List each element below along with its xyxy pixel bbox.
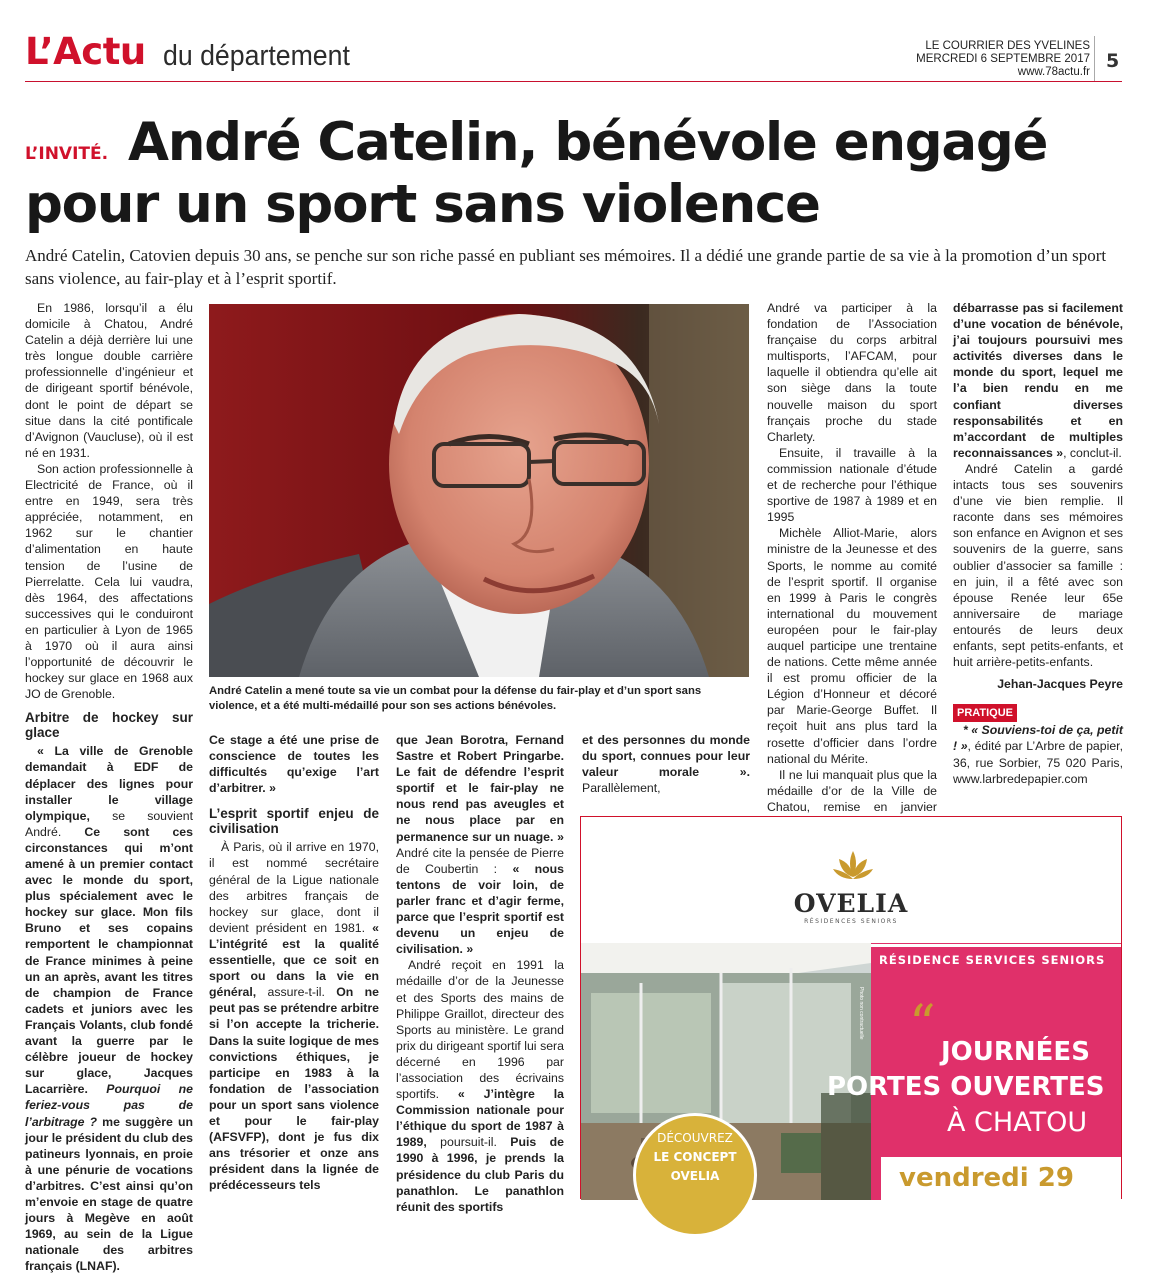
masthead-divider bbox=[1094, 36, 1095, 82]
attribution: , conclut-il. bbox=[1063, 445, 1122, 460]
subheading: L’esprit sportif enjeu de civilisation bbox=[209, 806, 379, 837]
paragraph bbox=[953, 300, 1123, 461]
quote-text: « La ville de Grenoble demandait à EDF de déplacer des lignes pour installer le village olympique, bbox=[25, 744, 193, 823]
article-column-6 bbox=[953, 300, 1123, 786]
paragraph bbox=[25, 743, 193, 1274]
ad-badge-line2: LE CONCEPT bbox=[653, 1150, 737, 1164]
section-subtitle: du département bbox=[163, 40, 350, 72]
section-title: L’Actu bbox=[25, 30, 146, 73]
quote-text: me suggère un jour le président du club des patineurs lyonnais, en proie à une pénurie de vocations d’arbitres. C’est ainsi qu’on m’envoie en stage de quatre jours à Megève en août 1969, au sein de la Ligue nationale des arbitres français (LNAF). bbox=[25, 1114, 193, 1274]
standfirst: André Catelin, Catovien depuis 30 ans, se penche sur son riche passé en publiant ses mémoires. Il a dédié une grande partie de sa vie à la promotion d’un sport sans violence, au fair-play et à l’esprit sportif. bbox=[25, 246, 1107, 288]
attribution: se souvient André. bbox=[25, 808, 193, 839]
text: André reçoit en 1991 la médaille d’or de la Jeunesse et des Sports des mains de Philippe Graillot, directeur des Sports au ministère. Le grand prix du dirigeant sportif lui sera décerné en 1996 par l’association des écrivains sportifs. bbox=[396, 958, 564, 1102]
paragraph bbox=[396, 957, 564, 1215]
page-number: 5 bbox=[1106, 50, 1120, 72]
book-info: , édité par L’Arbre de papier, 36, rue Sorbier, 75 020 Paris, www.larbredepapier.com bbox=[953, 739, 1123, 786]
quote-text: « J’intègre la Commission nationale pour l’éthique du sport de 1987 à 1989, bbox=[396, 1087, 564, 1150]
headline bbox=[25, 112, 1135, 236]
ad-brand-sub: RÉSIDENCES SENIORS bbox=[804, 918, 898, 925]
quote-text: et des personnes du monde du sport, connues pour leur valeur morale ». bbox=[582, 733, 750, 780]
pratique-header bbox=[953, 704, 1123, 722]
ad-date: vendredi 29 bbox=[899, 1163, 1074, 1193]
masthead-site[interactable]: www.78actu.fr bbox=[1017, 66, 1090, 78]
header-rule bbox=[25, 81, 1122, 82]
ad-line2: PORTES OUVERTES bbox=[827, 1072, 1105, 1102]
portrait-photo bbox=[209, 304, 749, 677]
quote-text: Ce sont ces circonstances qui m’ont amené à un premier contact avec le monde du sport, plus spécialement avec le hockey sur glace. Mon fils Bruno et ses copains remportent le championnat de France minimes à peine un an après, avant les titres de champion de France cadets et juniors avec les Français Volants, club fondé avant la guerre par le célèbre joueur de hockey sur glace, Jacques Lacarrière. bbox=[25, 824, 193, 1097]
quote-text: « L’intégrité est la qualité essentielle, que ce soit en sport ou dans la vie en général, bbox=[209, 920, 379, 1000]
ad-badge-text bbox=[633, 1129, 757, 1186]
photo-caption: André Catelin a mené toute sa vie un combat pour la défense du fair-play et d’un sport sans violence, et a été multi-médaillé pour son ses actions bénévoles. bbox=[209, 685, 702, 712]
kicker: L’INVITÉ. bbox=[25, 144, 109, 164]
ad-line3: À CHATOU bbox=[947, 1107, 1088, 1138]
portrait-illustration bbox=[209, 304, 749, 677]
ad-line1: JOURNÉES bbox=[941, 1037, 1090, 1067]
ad-quote-mark: “ bbox=[909, 995, 936, 1055]
attribution: assure-t-il. bbox=[267, 985, 325, 1000]
paragraph: Ce stage a été une prise de conscience de toutes les difficultés qu’exige l’art d’arbitrer. » bbox=[209, 733, 379, 796]
headline-text: André Catelin, bénévole engagé pour un sport sans violence bbox=[25, 112, 1048, 235]
paragraph bbox=[396, 732, 564, 957]
ad-brand: OVELIA bbox=[793, 889, 909, 918]
subheading: Arbitre de hockey sur glace bbox=[25, 710, 193, 741]
paragraph bbox=[209, 839, 379, 1193]
paragraph: André Catelin a gardé intacts tous ses souvenirs d’une vie bien remplie. Il raconte dans ses mémoires son enfance en Avignon et ses souvenirs de la guerre, sans oublier d’associer sa famille : en juin, il a fêté avec son épouse Renée leur 65e anniversaire de mariage entourés de leurs deux enfants, sept petits-enfants, et huit arrière-petits-enfants. bbox=[953, 461, 1123, 670]
advertisement[interactable] bbox=[580, 816, 1122, 1199]
ovelia-lotus-icon bbox=[831, 847, 875, 887]
masthead bbox=[916, 40, 1090, 79]
article-column-3 bbox=[396, 732, 564, 1214]
article-column-4 bbox=[582, 732, 750, 796]
ad-badge-line3: OVELIA bbox=[670, 1169, 720, 1183]
article-column-5 bbox=[767, 300, 937, 814]
text: André cite la pensée de Pierre de Coubertin : bbox=[396, 845, 564, 876]
paragraph: Michèle Alliot-Marie, alors ministre de la Jeunesse et des Sports, le nomme au comité de l’esprit sportif. Il organise en 1999 à Paris le congrès international du mouvement européen pour le fair-play auquel participe une trentaine de nations. Cette même année il est promu officier de la Légion d’Honneur et décoré par Marie-George Buffet. Il reçoit huit ans plus tard la rosette d’officier dans l’ordre national du Mérite. bbox=[767, 526, 937, 766]
ad-photo-credit: Photo non contractuelle bbox=[858, 987, 864, 1040]
quote-text: « nous tentons de voir loin, de parler franc et d’agir ferme, parce que l’esprit sportif est devenu un enjeu de civilisation. » bbox=[396, 861, 564, 957]
attribution: poursuit-il. bbox=[440, 1135, 497, 1150]
text: Il ne lui manquait plus que la médaille d’or de la Ville de Chatou, remise en janvier bbox=[767, 767, 937, 814]
masthead-paper: LE COURRIER DES YVELINES bbox=[925, 40, 1090, 52]
paragraph: André va participer à la fondation de l’Association française du corps arbitral multisports, l’AFCAM, pour laquelle il obtiendra qu’elle ait son siège dans la toute nouvelle maison du sport français proche du stade Charlety. bbox=[767, 301, 937, 444]
paragraph: Son action professionnelle à Electricité de France, où il entre en 1949, sera très appréciée, notamment, en 1962 sur le chantier d’alimentation en haute tension de l’usine de Pierrelatte. Cela lui vaudra, dès 1964, des affectations successives qui le conduiront en particulier à Lyon de 1965 à 1970 où il aura ainsi l’opportunité de découvrir le hockey sur glace en 1968 aux JO de Grenoble. bbox=[25, 461, 193, 702]
paragraph: En 1986, lorsqu’il a élu domicile à Chatou, André Catelin a déjà derrière lui une très longue double carrière professionnelle d’ingénieur et de dirigeant sportif bénévole, dont le point de départ se situe dans la cité pontificale d’Avignon (Vaucluse), où il est né en 1931. bbox=[25, 301, 193, 460]
ad-badge-line1: DÉCOUVREZ bbox=[657, 1131, 733, 1145]
quote-text: que Jean Borotra, Fernand Sastre et Robert Pringarbe. Le fait de défendre l’esprit sportif et le fair-play ne nous rend pas aveugles et ne nous place par en permanence sur un nuage. » bbox=[396, 733, 564, 844]
quote-text: débarrasse pas si facilement d’une vocation de bénévole, j’ai toujours poursuivi mes activités diverses dans le monde du sport, lequel me l’a bien rendu en me confiant diverses responsabilités et en m’accordant de multiples reconnaissances » bbox=[953, 301, 1123, 460]
ad-banner: RÉSIDENCE SERVICES SENIORS bbox=[879, 953, 1106, 967]
article-column-1 bbox=[25, 300, 194, 1274]
article-column-2 bbox=[209, 732, 379, 1193]
pratique-info bbox=[953, 722, 1123, 786]
pratique-label: PRATIQUE bbox=[953, 704, 1017, 722]
quote-text: Puis de 1990 à 1996, je prends la présidence du club Paris du panathlon. Le panathlon réunit des sportifs bbox=[396, 1135, 564, 1214]
text: Parallèlement, bbox=[582, 781, 661, 796]
quote-text: On ne peut pas se prétendre arbitre si l’on accepte la tricherie. Dans la suite logique de mes convictions éthiques, je participe en 1983 à la fondation de l’association pour un sport sans violence et pour le fair-play (AFSVFP), dont je fus dix ans trésorier et onze ans président dans la lignée de prédécesseurs tels bbox=[209, 985, 379, 1193]
paragraph bbox=[582, 732, 750, 796]
masthead-date: MERCREDI 6 SEPTEMBRE 2017 bbox=[916, 53, 1090, 65]
author-signature: Jehan-Jacques Peyre bbox=[997, 677, 1123, 692]
text: À Paris, où il arrive en 1970, il est nommé secrétaire général de la Ligue nationale des arbitres français de hockey sur glace, dont il devient président en 1981. bbox=[209, 840, 379, 935]
paragraph: Ensuite, il travaille à la commission nationale d’étude et de recherche pour l’éthique sportive de 1987 à 1989 et en 1995 bbox=[767, 445, 937, 525]
quote-italic: Pourquoi ne feriez-vous pas de l’arbitrage ? bbox=[25, 1082, 194, 1129]
book-title: * « Souviens-toi de ça, petit ! » bbox=[953, 723, 1123, 754]
